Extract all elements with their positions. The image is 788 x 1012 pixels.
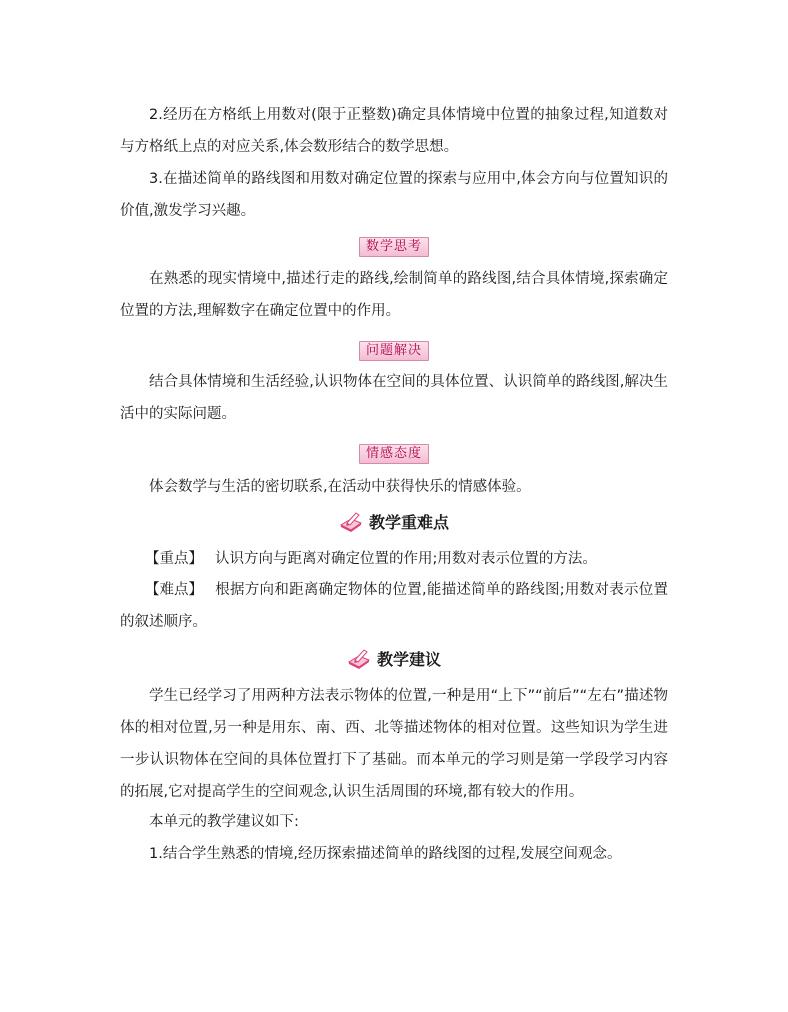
suggestion-item-1: 1.结合学生熟悉的情境,经历探索描述简单的路线图的过程,发展空间观念。 <box>149 846 622 862</box>
suggestions-heading <box>0 647 788 673</box>
suggestions-title: 教学建议 <box>376 650 441 669</box>
key-points-title: 教学重难点 <box>368 513 449 532</box>
math-thinking-text: 在熟悉的现实情境中,描述行走的路线,绘制简单的路线图,结合具体情境,探索确定位置的方法,理解数字在确定位置中的作用。 <box>120 271 668 319</box>
focus-label: 【重点】 <box>145 551 203 567</box>
suggestions-paragraph: 学生已经学习了用两种方法表示物体的位置,一种是用“上下”“前后”“左右”描述物体的相对位置,另一种是用东、南、西、北等描述物体的相对位置。这些知识为学生进一步认识物体在空间的具体位置打下了基础。而本单元的学习则是第一学段学习内容的拓展,它对提高学生的空间观念,认识生活周围的环境,都有较大的作用。 <box>120 688 668 800</box>
objective-3: 3.在描述简单的路线图和用数对确定位置的探索与应用中,体会方向与位置知识的价值,激发学习兴趣。 <box>120 171 668 219</box>
objective-2: 2.经历在方格纸上用数对(限于正整数)确定具体情境中位置的抽象过程,知道数对与方格纸上点的对应关系,体会数形结合的数学思想。 <box>120 107 668 155</box>
suggestions-intro: 本单元的教学建议如下: <box>149 814 299 830</box>
difficulty-text: 根据方向和距离确定物体的位置,能描述简单的路线图;用数对表示位置的叙述顺序。 <box>120 582 668 630</box>
math-thinking-tag: 数学思考 <box>359 237 429 257</box>
problem-solving-tag: 问题解决 <box>359 341 429 361</box>
tag-row-math-thinking <box>0 235 788 257</box>
problem-solving-text: 结合具体情境和生活经验,认识物体在空间的具体位置、认识简单的路线图,解决生活中的实际问题。 <box>120 374 668 422</box>
notebook-pencil-icon <box>347 648 371 670</box>
focus-text: 认识方向与距离对确定位置的作用;用数对表示位置的方法。 <box>215 551 597 567</box>
tag-row-problem-solving <box>0 339 788 361</box>
attitude-text: 体会数学与生活的密切联系,在活动中获得快乐的情感体验。 <box>149 479 531 495</box>
focus-row <box>145 543 597 575</box>
difficulty-block <box>120 574 668 638</box>
attitude-tag: 情感态度 <box>359 444 429 464</box>
key-points-heading <box>0 510 788 536</box>
difficulty-label: 【难点】 <box>145 582 203 598</box>
notebook-pencil-icon <box>339 511 363 533</box>
tag-row-attitude <box>0 442 788 464</box>
